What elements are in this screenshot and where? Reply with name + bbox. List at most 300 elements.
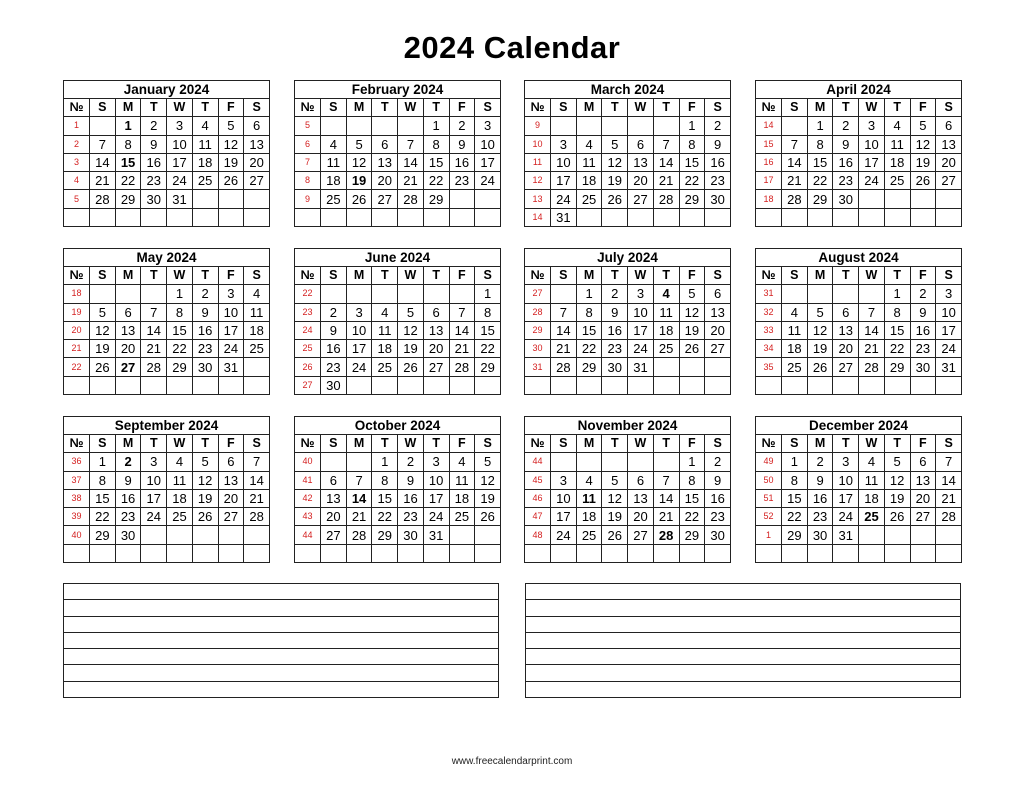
day-cell: 7 xyxy=(141,303,167,321)
day-cell: 9 xyxy=(705,135,731,153)
day-cell xyxy=(398,117,424,135)
day-cell: 26 xyxy=(398,358,424,376)
day-header: T xyxy=(372,267,398,285)
week-row xyxy=(525,303,731,321)
day-cell xyxy=(807,544,833,562)
day-cell xyxy=(910,544,936,562)
day-header: W xyxy=(398,435,424,453)
day-cell: 18 xyxy=(449,489,475,507)
day-cell: 4 xyxy=(859,453,885,471)
day-cell: 5 xyxy=(884,453,910,471)
week-row xyxy=(64,544,270,562)
day-header: M xyxy=(115,99,141,117)
day-cell xyxy=(884,208,910,226)
day-cell: 4 xyxy=(244,285,270,303)
day-cell xyxy=(551,117,577,135)
day-cell xyxy=(884,544,910,562)
notes-line[interactable] xyxy=(64,584,499,600)
day-cell xyxy=(628,208,654,226)
day-cell: 28 xyxy=(653,526,679,544)
day-cell: 22 xyxy=(807,172,833,190)
week-row xyxy=(295,358,501,376)
week-row xyxy=(295,303,501,321)
week-row xyxy=(525,489,731,507)
week-row xyxy=(295,321,501,339)
day-cell: 17 xyxy=(423,489,449,507)
notes-line[interactable] xyxy=(526,649,961,665)
day-cell xyxy=(167,526,193,544)
day-cell: 2 xyxy=(449,117,475,135)
day-cell: 7 xyxy=(449,303,475,321)
day-header: M xyxy=(115,267,141,285)
day-cell: 10 xyxy=(833,471,859,489)
day-cell xyxy=(218,376,244,394)
day-cell: 17 xyxy=(859,153,885,171)
day-cell xyxy=(628,376,654,394)
week-row xyxy=(295,172,501,190)
day-header: S xyxy=(475,435,501,453)
day-header: S xyxy=(782,267,808,285)
week-row xyxy=(756,190,962,208)
day-cell: 21 xyxy=(398,172,424,190)
day-cell: 3 xyxy=(859,117,885,135)
day-cell: 5 xyxy=(346,135,372,153)
day-cell: 17 xyxy=(475,153,501,171)
day-header: F xyxy=(218,267,244,285)
day-cell: 21 xyxy=(551,340,577,358)
notes-box[interactable] xyxy=(525,583,961,698)
day-header: F xyxy=(449,267,475,285)
day-cell: 9 xyxy=(141,135,167,153)
week-number: 4 xyxy=(64,172,90,190)
week-row xyxy=(756,526,962,544)
day-header: T xyxy=(423,99,449,117)
day-cell: 14 xyxy=(141,321,167,339)
day-header: F xyxy=(910,435,936,453)
day-cell xyxy=(423,285,449,303)
week-number: 1 xyxy=(756,526,782,544)
day-cell: 16 xyxy=(833,153,859,171)
day-header: S xyxy=(90,435,116,453)
day-cell xyxy=(705,544,731,562)
month-table xyxy=(63,416,270,563)
day-cell: 20 xyxy=(833,340,859,358)
day-header: W xyxy=(628,99,654,117)
day-header: S xyxy=(321,99,347,117)
day-cell xyxy=(167,208,193,226)
day-cell: 27 xyxy=(833,358,859,376)
day-cell: 28 xyxy=(551,358,577,376)
day-cell: 18 xyxy=(244,321,270,339)
month-table xyxy=(294,416,501,563)
week-number-header: № xyxy=(525,99,551,117)
week-row xyxy=(64,153,270,171)
day-cell: 24 xyxy=(859,172,885,190)
day-cell: 24 xyxy=(833,508,859,526)
day-cell: 1 xyxy=(475,285,501,303)
day-cell: 2 xyxy=(807,453,833,471)
day-cell: 2 xyxy=(192,285,218,303)
day-cell: 11 xyxy=(167,471,193,489)
day-cell xyxy=(346,376,372,394)
week-number: 17 xyxy=(756,172,782,190)
day-header: W xyxy=(167,435,193,453)
day-cell: 21 xyxy=(449,340,475,358)
day-cell xyxy=(115,285,141,303)
day-cell: 5 xyxy=(807,303,833,321)
day-cell: 27 xyxy=(910,508,936,526)
day-cell: 14 xyxy=(936,471,962,489)
week-number: 46 xyxy=(525,489,551,507)
week-number: 38 xyxy=(64,489,90,507)
notes-line[interactable] xyxy=(526,600,961,616)
week-row xyxy=(295,508,501,526)
day-cell: 13 xyxy=(705,303,731,321)
day-cell: 28 xyxy=(141,358,167,376)
notes-line[interactable] xyxy=(64,649,499,665)
day-cell: 19 xyxy=(192,489,218,507)
day-cell: 14 xyxy=(859,321,885,339)
day-cell: 13 xyxy=(910,471,936,489)
day-cell: 8 xyxy=(167,303,193,321)
week-row xyxy=(295,526,501,544)
day-header: S xyxy=(782,99,808,117)
day-header: F xyxy=(910,99,936,117)
day-cell: 5 xyxy=(602,471,628,489)
day-cell: 22 xyxy=(679,508,705,526)
day-cell: 24 xyxy=(167,172,193,190)
week-number: 22 xyxy=(295,285,321,303)
day-cell: 27 xyxy=(423,358,449,376)
week-number: 15 xyxy=(756,135,782,153)
day-header: S xyxy=(90,267,116,285)
day-cell: 25 xyxy=(372,358,398,376)
day-cell xyxy=(346,117,372,135)
week-number: 9 xyxy=(525,117,551,135)
week-number: 23 xyxy=(295,303,321,321)
day-cell xyxy=(833,544,859,562)
day-cell xyxy=(936,526,962,544)
day-cell: 19 xyxy=(475,489,501,507)
day-cell: 19 xyxy=(679,321,705,339)
day-cell: 30 xyxy=(321,376,347,394)
day-cell: 11 xyxy=(653,303,679,321)
day-cell xyxy=(90,208,116,226)
week-number: 30 xyxy=(525,340,551,358)
week-number-header: № xyxy=(756,99,782,117)
day-cell xyxy=(192,544,218,562)
notes-line[interactable] xyxy=(526,665,961,681)
week-number: 33 xyxy=(756,321,782,339)
week-number: 24 xyxy=(295,321,321,339)
day-cell: 18 xyxy=(576,508,602,526)
day-cell xyxy=(449,190,475,208)
day-cell: 1 xyxy=(115,117,141,135)
day-cell xyxy=(244,544,270,562)
day-cell: 1 xyxy=(884,285,910,303)
day-cell: 27 xyxy=(628,190,654,208)
week-number-header: № xyxy=(295,435,321,453)
day-cell xyxy=(859,285,885,303)
day-cell: 7 xyxy=(244,453,270,471)
day-cell: 3 xyxy=(628,285,654,303)
day-header: M xyxy=(807,435,833,453)
day-cell: 23 xyxy=(192,340,218,358)
month-table xyxy=(755,248,962,395)
day-header: S xyxy=(475,267,501,285)
day-cell: 14 xyxy=(90,153,116,171)
day-header: F xyxy=(679,99,705,117)
day-header: M xyxy=(576,99,602,117)
day-cell: 27 xyxy=(628,526,654,544)
notes-line[interactable] xyxy=(64,600,499,616)
week-number: 34 xyxy=(756,340,782,358)
day-cell: 17 xyxy=(218,321,244,339)
day-cell: 23 xyxy=(602,340,628,358)
day-cell: 15 xyxy=(475,321,501,339)
day-cell: 14 xyxy=(653,153,679,171)
week-row xyxy=(525,172,731,190)
day-cell xyxy=(449,208,475,226)
week-number: 44 xyxy=(295,526,321,544)
day-cell: 24 xyxy=(218,340,244,358)
notes-line[interactable] xyxy=(526,584,961,600)
week-row xyxy=(295,453,501,471)
week-row xyxy=(756,208,962,226)
day-cell xyxy=(602,208,628,226)
day-cell: 30 xyxy=(398,526,424,544)
day-cell: 12 xyxy=(218,135,244,153)
day-cell xyxy=(884,190,910,208)
day-cell: 21 xyxy=(346,508,372,526)
day-cell: 25 xyxy=(576,190,602,208)
day-header: T xyxy=(884,435,910,453)
day-cell xyxy=(218,544,244,562)
day-cell: 9 xyxy=(705,471,731,489)
day-cell: 26 xyxy=(602,526,628,544)
day-cell: 5 xyxy=(90,303,116,321)
day-cell: 12 xyxy=(910,135,936,153)
day-cell: 17 xyxy=(167,153,193,171)
day-header: S xyxy=(705,435,731,453)
week-number: 10 xyxy=(525,135,551,153)
week-row xyxy=(64,471,270,489)
day-cell xyxy=(141,526,167,544)
day-cell: 10 xyxy=(936,303,962,321)
day-header: W xyxy=(859,435,885,453)
week-number: 42 xyxy=(295,489,321,507)
day-cell: 18 xyxy=(372,340,398,358)
week-number: 50 xyxy=(756,471,782,489)
day-cell xyxy=(859,526,885,544)
day-cell: 10 xyxy=(859,135,885,153)
day-header: T xyxy=(653,435,679,453)
day-cell: 18 xyxy=(192,153,218,171)
day-cell xyxy=(653,453,679,471)
day-cell: 2 xyxy=(705,453,731,471)
day-cell xyxy=(679,208,705,226)
month-table xyxy=(294,80,501,227)
day-cell: 6 xyxy=(833,303,859,321)
week-number: 19 xyxy=(64,303,90,321)
day-cell xyxy=(653,117,679,135)
week-row xyxy=(295,117,501,135)
day-cell: 25 xyxy=(167,508,193,526)
week-row xyxy=(525,321,731,339)
day-cell: 4 xyxy=(449,453,475,471)
day-cell: 31 xyxy=(551,208,577,226)
notes-line[interactable] xyxy=(64,616,499,632)
week-number: 7 xyxy=(295,153,321,171)
day-cell: 2 xyxy=(910,285,936,303)
week-number xyxy=(525,376,551,394)
week-number: 40 xyxy=(295,453,321,471)
day-cell xyxy=(936,190,962,208)
day-cell: 7 xyxy=(782,135,808,153)
week-row xyxy=(295,190,501,208)
day-cell xyxy=(628,117,654,135)
day-cell xyxy=(653,376,679,394)
day-cell: 17 xyxy=(346,340,372,358)
week-number: 25 xyxy=(295,340,321,358)
day-cell: 29 xyxy=(679,526,705,544)
day-cell: 31 xyxy=(833,526,859,544)
day-cell: 28 xyxy=(244,508,270,526)
week-row xyxy=(756,135,962,153)
day-cell: 13 xyxy=(244,135,270,153)
week-number: 37 xyxy=(64,471,90,489)
day-cell: 1 xyxy=(372,453,398,471)
day-header: S xyxy=(551,267,577,285)
day-cell xyxy=(90,544,116,562)
week-row xyxy=(64,285,270,303)
day-cell: 9 xyxy=(807,471,833,489)
day-cell xyxy=(192,526,218,544)
day-cell: 8 xyxy=(679,135,705,153)
day-header: W xyxy=(628,435,654,453)
day-header: S xyxy=(244,267,270,285)
day-cell: 16 xyxy=(321,340,347,358)
day-cell xyxy=(910,526,936,544)
month-table xyxy=(755,416,962,563)
week-row xyxy=(525,190,731,208)
day-cell: 2 xyxy=(141,117,167,135)
day-header: W xyxy=(398,99,424,117)
day-cell: 14 xyxy=(551,321,577,339)
notes-line[interactable] xyxy=(64,632,499,648)
day-cell xyxy=(807,208,833,226)
notes-box[interactable] xyxy=(63,583,499,698)
day-cell xyxy=(551,453,577,471)
week-row xyxy=(64,453,270,471)
day-header: W xyxy=(167,267,193,285)
day-cell: 13 xyxy=(218,471,244,489)
day-header: T xyxy=(653,99,679,117)
day-cell: 3 xyxy=(141,453,167,471)
week-number: 43 xyxy=(295,508,321,526)
day-header: T xyxy=(192,435,218,453)
day-cell: 31 xyxy=(936,358,962,376)
day-cell: 20 xyxy=(910,489,936,507)
day-header: T xyxy=(372,99,398,117)
day-cell: 20 xyxy=(705,321,731,339)
day-cell: 10 xyxy=(551,153,577,171)
day-cell: 12 xyxy=(192,471,218,489)
day-cell: 1 xyxy=(679,453,705,471)
day-cell: 3 xyxy=(833,453,859,471)
day-header: W xyxy=(859,99,885,117)
week-row xyxy=(295,135,501,153)
day-cell: 10 xyxy=(551,489,577,507)
day-cell xyxy=(115,544,141,562)
day-cell xyxy=(90,285,116,303)
day-header: F xyxy=(449,435,475,453)
week-row xyxy=(756,285,962,303)
day-cell: 16 xyxy=(192,321,218,339)
day-cell: 24 xyxy=(346,358,372,376)
day-cell: 23 xyxy=(705,172,731,190)
day-cell xyxy=(167,544,193,562)
day-cell: 28 xyxy=(936,508,962,526)
week-number xyxy=(64,544,90,562)
day-cell: 30 xyxy=(115,526,141,544)
notes-line[interactable] xyxy=(64,681,499,697)
day-cell: 18 xyxy=(859,489,885,507)
day-cell xyxy=(782,208,808,226)
day-cell: 20 xyxy=(423,340,449,358)
day-header: W xyxy=(859,267,885,285)
footer-url[interactable]: www.freecalendarprint.com xyxy=(451,756,573,767)
notes-line[interactable] xyxy=(64,665,499,681)
week-number: 12 xyxy=(525,172,551,190)
notes-line[interactable] xyxy=(526,616,961,632)
day-cell: 19 xyxy=(218,153,244,171)
day-cell: 5 xyxy=(910,117,936,135)
week-number: 32 xyxy=(756,303,782,321)
day-cell: 26 xyxy=(602,190,628,208)
day-cell: 19 xyxy=(346,172,372,190)
day-cell: 29 xyxy=(115,190,141,208)
day-header: M xyxy=(576,435,602,453)
notes-line[interactable] xyxy=(526,632,961,648)
day-cell: 14 xyxy=(398,153,424,171)
day-header: S xyxy=(705,267,731,285)
week-row xyxy=(525,135,731,153)
day-cell: 13 xyxy=(628,489,654,507)
day-cell: 28 xyxy=(782,190,808,208)
day-cell xyxy=(910,376,936,394)
day-cell xyxy=(449,285,475,303)
day-cell: 4 xyxy=(576,471,602,489)
day-cell xyxy=(705,376,731,394)
notes-line[interactable] xyxy=(526,681,961,697)
day-cell: 4 xyxy=(653,285,679,303)
day-cell: 17 xyxy=(551,508,577,526)
week-row xyxy=(64,208,270,226)
day-cell: 30 xyxy=(705,526,731,544)
day-cell: 11 xyxy=(576,489,602,507)
day-cell: 13 xyxy=(423,321,449,339)
day-cell xyxy=(679,358,705,376)
day-header: S xyxy=(936,435,962,453)
week-number xyxy=(756,544,782,562)
month-table xyxy=(294,248,501,395)
day-cell xyxy=(244,376,270,394)
week-number: 20 xyxy=(64,321,90,339)
day-cell xyxy=(141,285,167,303)
week-row xyxy=(295,471,501,489)
week-number xyxy=(756,208,782,226)
